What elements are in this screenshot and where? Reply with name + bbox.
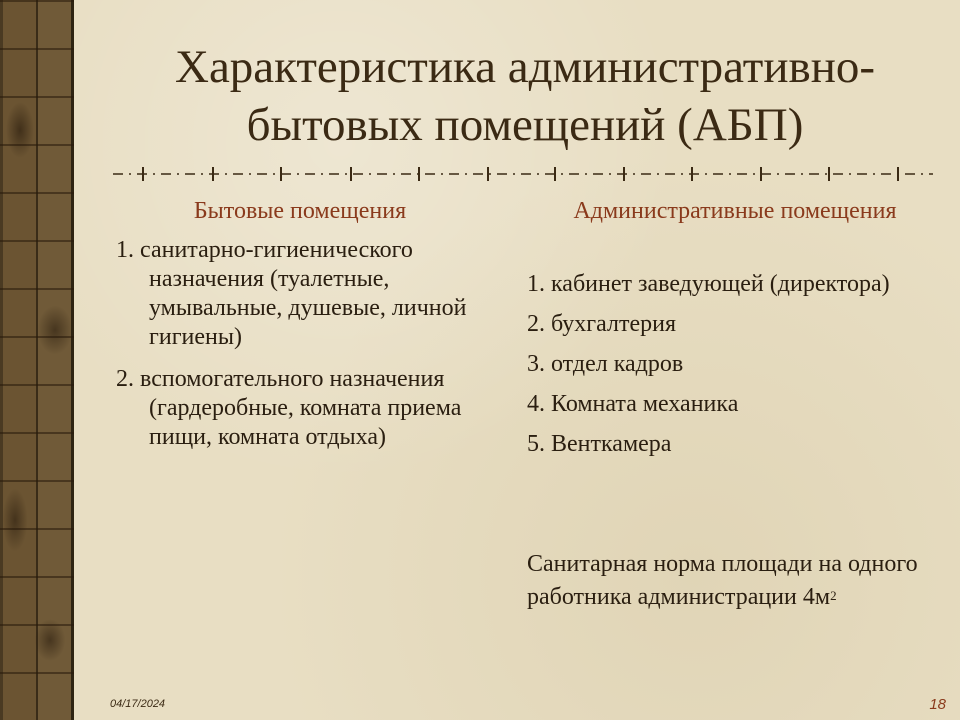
slide-number: 18 [929, 696, 946, 713]
superscript: 2 [830, 588, 837, 603]
sanitary-norm-note [527, 548, 927, 614]
slide-title: Характеристика административно-бытовых помещений (АБП) [175, 41, 875, 151]
list-item: 2. вспомогательного назначения (гардеробные, комната приема пищи, комната отдыха) [116, 366, 462, 450]
list-item: 2. бухгалтерия [527, 311, 677, 337]
decorative-side-stripe [0, 0, 74, 720]
list-item: 5. Венткамера [527, 431, 672, 457]
list-item: 1. санитарно-гигиенического назначения (туалетные, умывальные, душевые, личной гигиены) [116, 237, 467, 350]
household-rooms-heading: Бытовые помещения [193, 198, 407, 224]
administrative-rooms-heading: Административные помещения [573, 198, 897, 224]
sanitary-norm-text: Санитарная норма площади на одного работника администрации 4м [527, 551, 918, 610]
list-item: 4. Комната механика [527, 391, 739, 417]
administrative-rooms-list [527, 270, 937, 470]
slide-date: 04/17/2024 [110, 698, 166, 710]
dotted-divider [113, 164, 933, 184]
list-item: 1. кабинет заведующей (директора) [527, 271, 890, 297]
list-item: 3. отдел кадров [527, 351, 684, 377]
household-rooms-list [116, 236, 496, 465]
